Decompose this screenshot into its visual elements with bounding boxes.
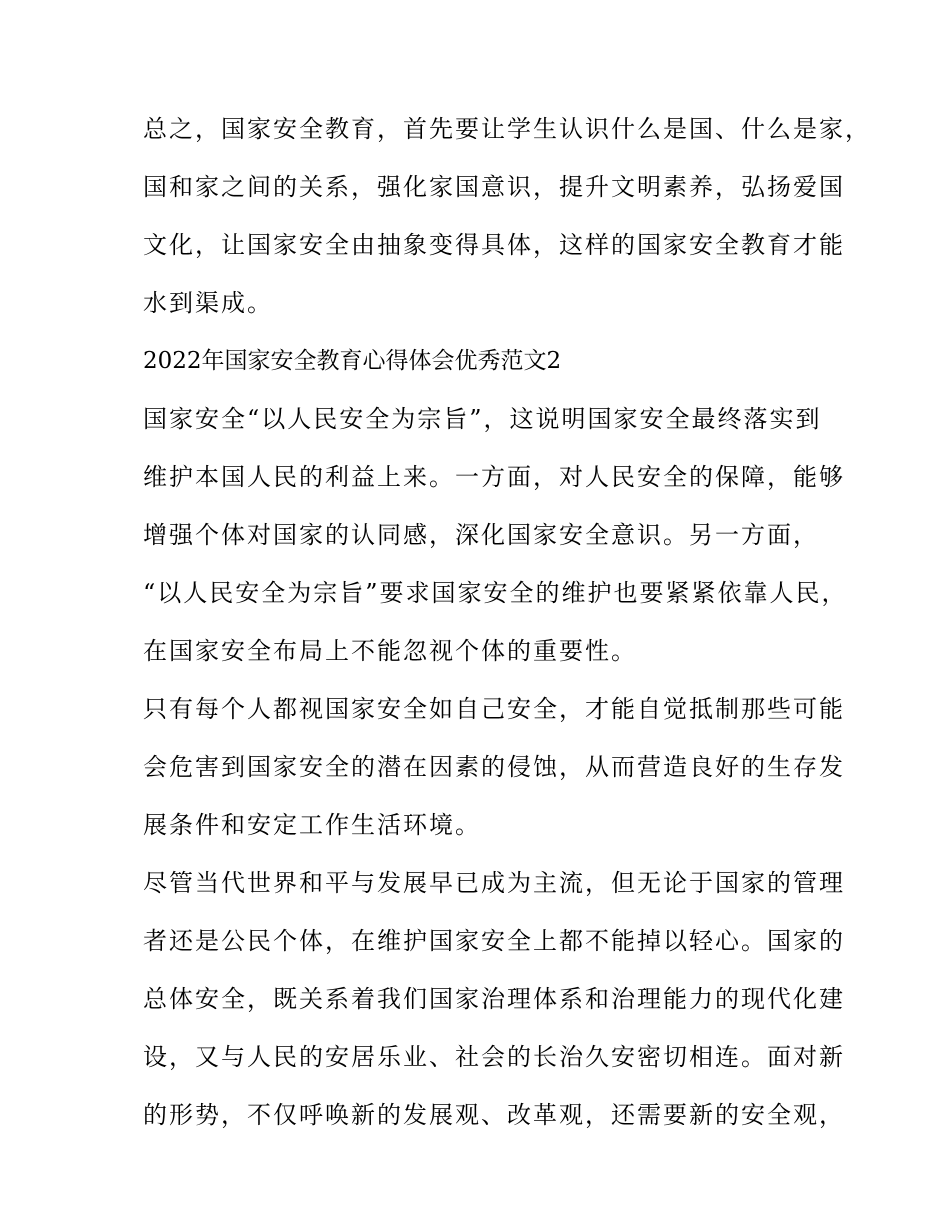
paragraph-line: 设，又与人民的安居乐业、社会的长治久安密切相连。面对新 [143, 1043, 845, 1071]
document-body [143, 100, 871, 1144]
paragraph-line: 增强个体对国家的认同感，深化国家安全意识。另一方面， [143, 521, 819, 549]
paragraph-4 [143, 854, 843, 1144]
paragraph-line: 国家安全“以人民安全为宗旨”，这说明国家安全最终落实到 [143, 405, 822, 433]
paragraph-line: 水到渠成。 [143, 289, 273, 317]
paragraph-line: 尽管当代世界和平与发展早已成为主流，但无论于国家的管理 [143, 869, 845, 897]
paragraph-line: 总体安全，既关系着我们国家治理体系和治理能力的现代化建 [143, 985, 845, 1013]
paragraph-2 [143, 390, 848, 680]
paragraph-line: 文化，让国家安全由抽象变得具体，这样的国家安全教育才能 [143, 231, 845, 259]
paragraph-line: 展条件和安定工作生活环境。 [143, 811, 481, 839]
paragraph-1 [143, 100, 871, 332]
paragraph-3 [143, 680, 843, 854]
paragraph-line: 者还是公民个体，在维护国家安全上都不能掉以轻心。国家的 [143, 927, 845, 955]
paragraph-line: 只有每个人都视国家安全如自己安全，才能自觉抵制那些可能 [143, 695, 845, 723]
paragraph-line: “以人民安全为宗旨”要求国家安全的维护也要紧紧依靠人民， [143, 579, 848, 607]
paragraph-line: 国和家之间的关系，强化家国意识，提升文明素养，弘扬爱国 [143, 173, 845, 201]
paragraph-line: 的形势，不仅呼唤新的发展观、改革观，还需要新的安全观， [143, 1101, 845, 1129]
section-heading: 2022年国家安全教育心得体会优秀范文2 [143, 348, 562, 374]
paragraph-line: 维护本国人民的利益上来。一方面，对人民安全的保障，能够 [143, 463, 845, 491]
paragraph-line: 在国家安全布局上不能忽视个体的重要性。 [143, 637, 637, 665]
paragraph-line: 会危害到国家安全的潜在因素的侵蚀，从而营造良好的生存发 [143, 753, 845, 781]
paragraph-line: 总之，国家安全教育，首先要让学生认识什么是国、什么是家， [143, 115, 871, 143]
